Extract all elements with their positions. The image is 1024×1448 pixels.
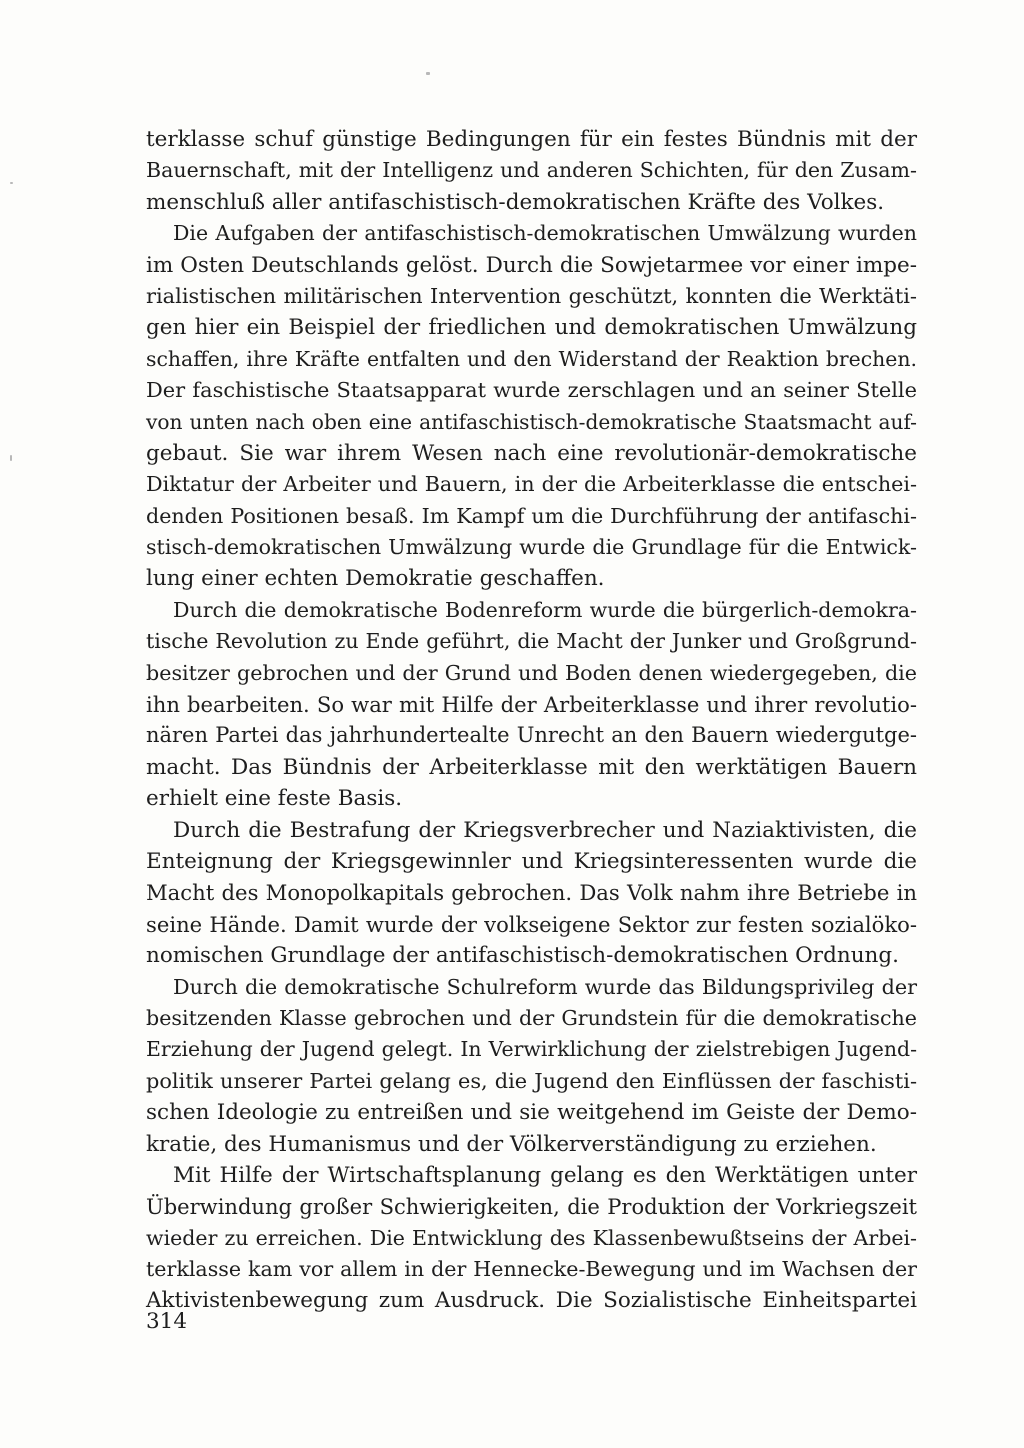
text-line: schen Ideologie zu entreißen und sie weitgehend im Geiste der Demo- [146,1100,917,1126]
text-line: Durch die demokratische Schulreform wurde das Bildungsprivileg der [173,974,917,999]
text-line: gen hier ein Beispiel der friedlichen und demokratischen Umwälzung [146,315,917,341]
text-line: erhielt eine feste Basis. [146,786,403,812]
text-line: Überwindung großer Schwierigkeiten, die Produktion der Vorkriegszeit [146,1194,917,1220]
text-line: besitzenden Klasse gebrochen und der Grundstein für die demokratische [146,1005,917,1030]
text-line: terklasse kam vor allem in der Hennecke-Bewegung und im Wachsen der [146,1257,917,1282]
page-number: 314 [146,1309,188,1334]
text-line: von unten nach oben eine antifaschistisch-demokratische Staatsmacht auf- [146,409,917,434]
text-line: denden Positionen besaß. Im Kampf um die Durchführung der antifaschi- [146,503,917,528]
text-line: im Osten Deutschlands gelöst. Durch die Sowjetarmee vor einer impe- [146,252,917,278]
text-line: lung einer echten Demokratie geschaffen. [146,566,605,592]
text-line: Mit Hilfe der Wirtschaftsplanung gelang es den Werktätigen unter [173,1162,917,1188]
text-line: nären Partei das jahrhundertealte Unrecht an den Bauern wiedergutge- [146,723,917,748]
text-line: Die Aufgaben der antifaschistisch-demokratischen Umwälzung wurden [173,221,917,246]
text-line: Bauernschaft, mit der Intelligenz und anderen Schichten, für den Zusam- [146,158,917,183]
text-line: macht. Das Bündnis der Arbeiterklasse mit den werktätigen Bauern [146,754,917,780]
scan-speck [10,455,12,461]
text-line: rialistischen militärischen Intervention geschützt, konnten die Werktäti- [146,283,917,308]
text-line: Macht des Monopolkapitals gebrochen. Das Volk nahm ihre Betriebe in [146,880,917,906]
body-text [146,124,917,1317]
text-line: politik unserer Partei gelang es, die Jugend den Einflüssen der faschisti- [146,1068,917,1093]
text-line: schaffen, ihre Kräfte entfalten und den Widerstand der Reaktion brechen. [146,346,917,371]
text-line: menschluß aller antifaschistisch-demokratischen Kräfte des Volkes. [146,189,885,215]
scan-speck [10,182,13,184]
text-line: seine Hände. Damit wurde der volkseigene Sektor zur festen sozialöko- [146,911,917,937]
text-line: Durch die Bestrafung der Kriegsverbrecher und Naziaktivisten, die [173,817,917,843]
text-line: wieder zu erreichen. Die Entwicklung des Klassenbewußtseins der Arbei- [146,1225,917,1250]
text-line: terklasse schuf günstige Bedingungen für ein festes Bündnis mit der [146,127,917,152]
text-line: stisch-demokratischen Umwälzung wurde die Grundlage für die Entwick- [146,535,917,560]
text-line: tische Revolution zu Ende geführt, die Macht der Junker und Großgrund- [146,629,917,654]
text-line: Aktivistenbewegung zum Ausdruck. Die Sozialistische Einheitspartei [146,1288,917,1314]
text-line: ihn bearbeiten. So war mit Hilfe der Arbeiterklasse und ihrer revolutio- [146,692,917,718]
scan-speck [426,72,430,75]
text-line: gebaut. Sie war ihrem Wesen nach eine revolutionär-demokratische [146,440,917,466]
text-line: Der faschistische Staatsapparat wurde zerschlagen und an seiner Stelle [146,378,917,403]
text-line: nomischen Grundlage der antifaschistisch-demokratischen Ordnung. [146,943,899,969]
text-line: Erziehung der Jugend gelegt. In Verwirklichung der zielstrebigen Jugend- [146,1037,917,1062]
text-line: Diktatur der Arbeiter und Bauern, in der die Arbeiterklasse die entschei- [146,472,917,497]
text-line: kratie, des Humanismus und der Völkerverständigung zu erziehen. [146,1131,877,1157]
text-line: besitzer gebrochen und der Grund und Boden denen wiedergegeben, die [146,660,917,685]
text-line: Enteignung der Kriegsgewinnler und Kriegsinteressenten wurde die [146,848,917,874]
text-line: Durch die demokratische Bodenreform wurde die bürgerlich-demokra- [173,597,917,622]
